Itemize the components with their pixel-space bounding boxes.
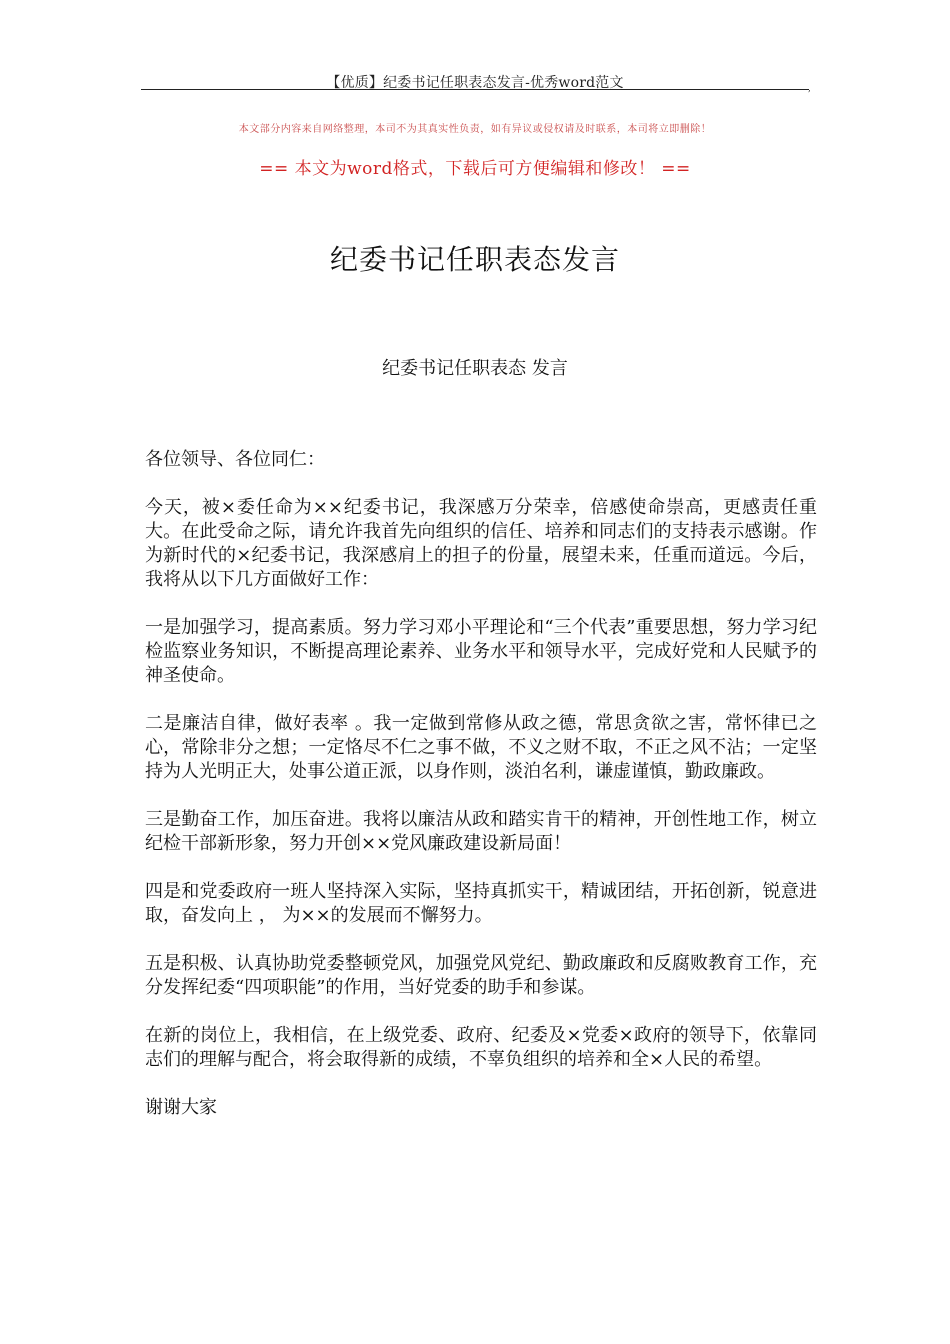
body-paragraph: 一是加强学习，提高素质。努力学习邓小平理论和“三个代表”重要思想，努力学习纪检监察业务知识，不断提高理论素养、业务水平和领导水平，完成好党和人民赋予的神圣使命。 <box>145 617 817 686</box>
body-paragraph: 在新的岗位上，我相信，在上级党委、政府、纪委及×党委×政府的领导下，依靠同志们的理解与配合，将会取得新的成绩，不辜负组织的培养和全×人民的希望。 <box>145 1025 817 1070</box>
copyright-disclaimer: 本文部分内容来自网络整理，本司不为其真实性负责，如有异议或侵权请及时联系，本司将立即删除！ <box>238 124 712 135</box>
document-body <box>145 448 817 1144</box>
header-divider <box>141 89 809 90</box>
word-format-notice: == 本文为word格式，下载后可方便编辑和修改！ == <box>259 159 691 179</box>
body-paragraph: 二是廉洁自律，做好表率 。我一定做到常修从政之德，常思贪欲之害，常怀律已之心，常除非分之想；一定恪尽不仁之事不做，不义之财不取，不正之风不沾；一定坚持为人光明正大，处事公道正派，以身作则，淡泊名利，谦虚谨慎，勤政廉政。 <box>145 713 817 782</box>
header-mark: , <box>808 84 811 94</box>
closing-paragraph: 谢谢大家 <box>145 1097 217 1118</box>
body-paragraph: 今天，被×委任命为××纪委书记，我深感万分荣幸，倍感使命崇高，更感责任重大。在此受命之际，请允许我首先向组织的信任、培养和同志们的支持表示感谢。作为新时代的×纪委书记，我深感肩上的担子的份量，展望未来，任重而道远。今后，我将从以下几方面做好工作： <box>145 497 817 590</box>
salutation-paragraph: 各位领导、各位同仁： <box>145 449 325 470</box>
page-header-title: 【优质】纪委书记任职表态发言-优秀word范文 <box>326 75 624 91</box>
document-subtitle: 纪委书记任职表态 发言 <box>382 358 568 379</box>
body-paragraph: 三是勤奋工作，加压奋进。我将以廉洁从政和踏实肯干的精神，开创性地工作，树立纪检干部新形象，努力开创××党风廉政建设新局面！ <box>145 809 817 854</box>
body-paragraph: 五是积极、认真协助党委整顿党风，加强党风党纪、勤政廉政和反腐败教育工作，充分发挥纪委“四项职能”的作用，当好党委的助手和参谋。 <box>145 953 817 998</box>
document-title: 纪委书记任职表态发言 <box>329 243 620 276</box>
body-paragraph: 四是和党委政府一班人坚持深入实际，坚持真抓实干，精诚团结，开拓创新，锐意进取，奋发向上 ， 为××的发展而不懈努力。 <box>145 881 817 926</box>
